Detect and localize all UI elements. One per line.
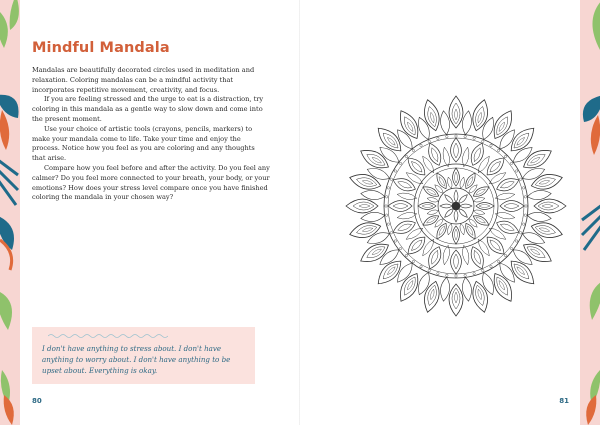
right-leaf-border <box>580 0 600 425</box>
right-page <box>300 0 580 425</box>
affirmation-box <box>32 327 255 384</box>
leaf-decoration-icon <box>0 0 20 425</box>
left-page <box>20 0 300 425</box>
paragraph: Use your choice of artistic tools (crayons, pencils, markers) to make your mandala come to life. Take your time and enjoy the process. Notice how you feel as you are coloring and any thoughts that arise. <box>32 124 255 163</box>
mandala-illustration <box>343 93 569 319</box>
page-title: Mindful Mandala <box>32 40 170 56</box>
mandala-icon <box>343 93 569 319</box>
wave-divider-icon <box>48 333 168 339</box>
paragraph: If you are feeling stressed and the urge to eat is a distraction, try coloring in this mandala as a gentle way to slow down and come into the present moment. <box>32 95 264 123</box>
body-text <box>32 66 270 203</box>
paragraph: Mandalas are beautifully decorated circles used in meditation and relaxation. Coloring mandalas can be a mindful activity that incorporates repetitive movement, creativity, and focus. <box>32 66 255 94</box>
left-leaf-border <box>0 0 20 425</box>
page-number: 81 <box>559 397 569 405</box>
affirmation-text: I don't have anything to stress about. I don't have anything to worry about. I don't have anything to be upset about. Everything is okay. <box>42 344 231 375</box>
leaf-decoration-icon <box>580 0 600 425</box>
page-number: 80 <box>32 397 42 405</box>
paragraph: Compare how you feel before and after the activity. Do you feel any calmer? Do you feel more connected to your breath, your body, or your emotions? How does your stress level compare once you have finished coloring the mandala in your chosen way? <box>32 163 270 202</box>
